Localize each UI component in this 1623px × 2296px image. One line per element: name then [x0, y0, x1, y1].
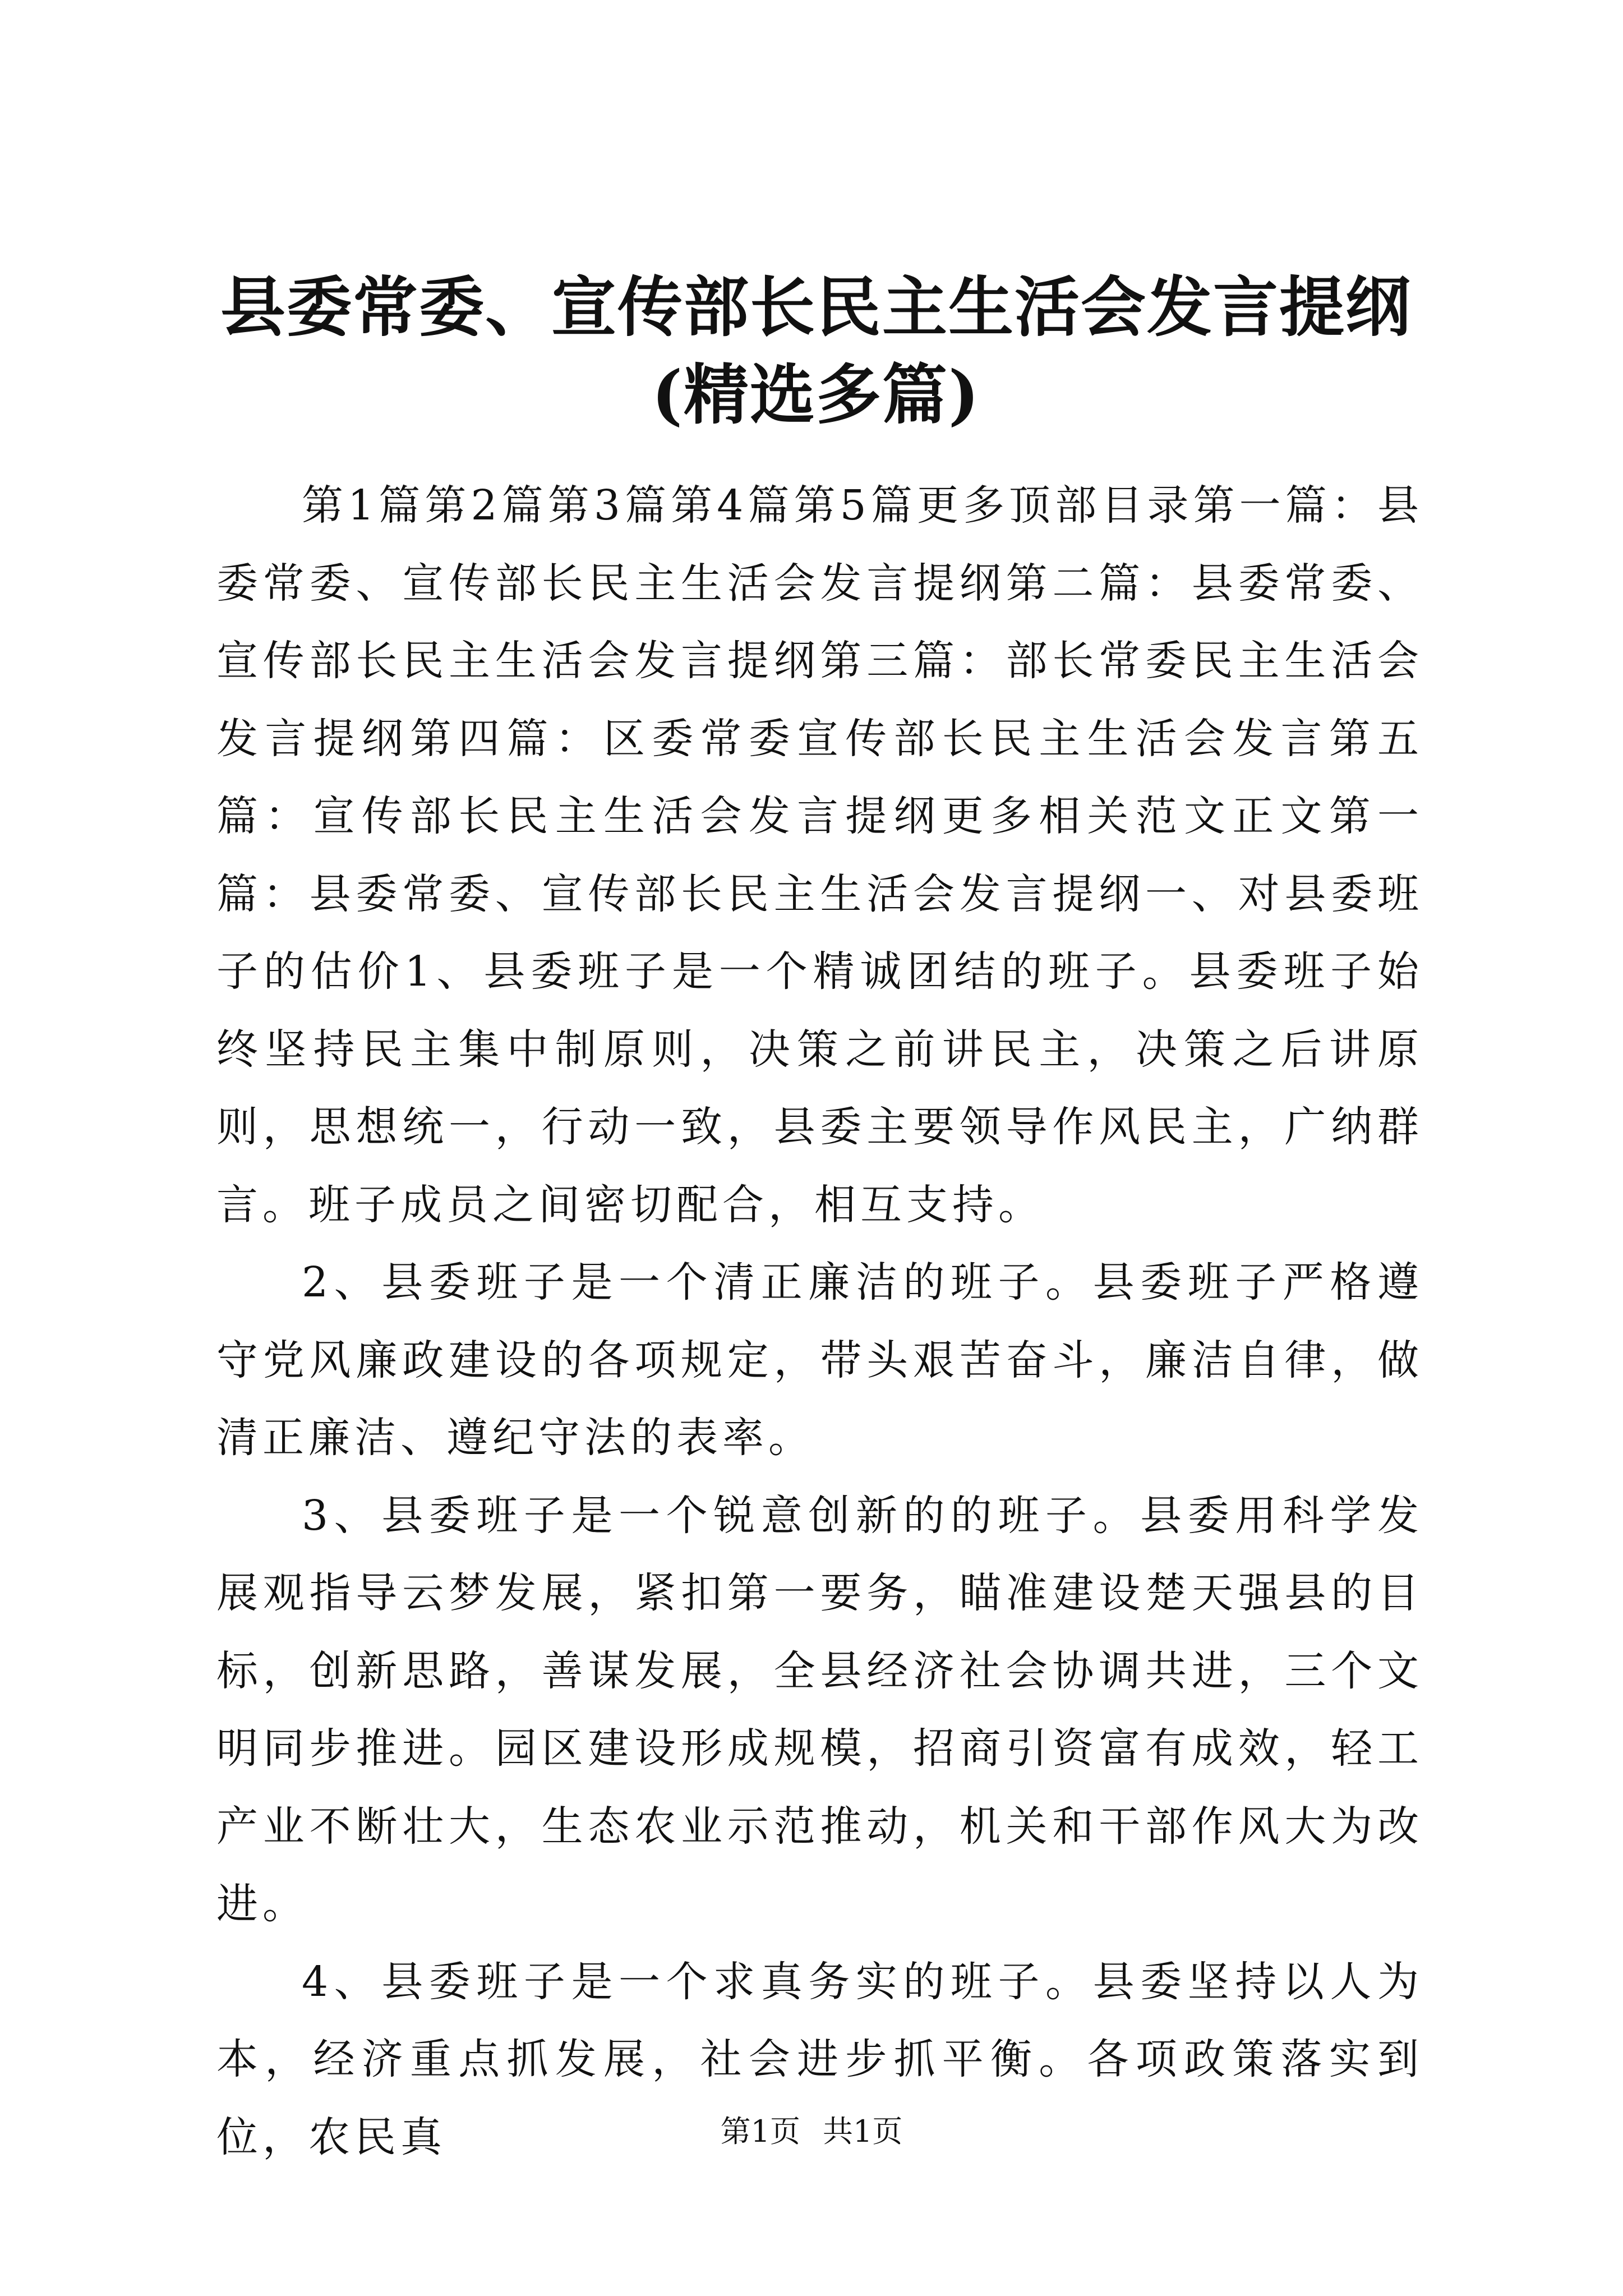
paragraph-4: 4、县委班子是一个求真务实的班子。县委坚持以人为本，经济重点抓发展，社会进步抓平衡。各项政策落实到位，农民真: [216, 1957, 1423, 2161]
page-total: 共1页: [823, 2114, 903, 2149]
paragraph-2: 2、县委班子是一个清正廉洁的班子。县委班子严格遵守党风廉政建设的各项规定，带头艰苦奋斗，廉洁自律，做清正廉洁、遵纪守法的表率。: [216, 1258, 1423, 1462]
paragraph-1: 第1篇第2篇第3篇第4篇第5篇更多顶部目录第一篇：县委常委、宣传部长民主生活会发言提纲第二篇：县委常委、宣传部长民主生活会发言提纲第三篇：部长常委民主生活会发言提纲第四篇：区委常委宣传部长民主生活会发言第五篇：宣传部长民主生活会发言提纲更多相关范文正文第一篇：县委常委、宣传部长民主生活会发言提纲一、对县委班子的估价1、县委班子是一个精诚团结的班子。县委班子始终坚持民主集中制原则，决策之前讲民主，决策之后讲原则，思想统一，行动一致，县委主要领导作风民主，广纳群言。班子成员之间密切配合，相互支持。: [216, 481, 1423, 1229]
page-number: 第1页: [720, 2114, 800, 2149]
document-body: [216, 467, 1423, 2176]
document-title: 县委常委、宣传部长民主生活会发言提纲(精选多篇): [220, 269, 1412, 433]
page-footer: [0, 2114, 1623, 2150]
paragraph-3: 3、县委班子是一个锐意创新的的班子。县委用科学发展观指导云梦发展，紧扣第一要务，瞄准建设楚天强县的目标，创新思路，善谋发展，全县经济社会协调共进，三个文明同步推进。园区建设形成规模，招商引资富有成效，轻工产业不断壮大，生态农业示范推动，机关和干部作风大为改进。: [216, 1491, 1423, 1928]
